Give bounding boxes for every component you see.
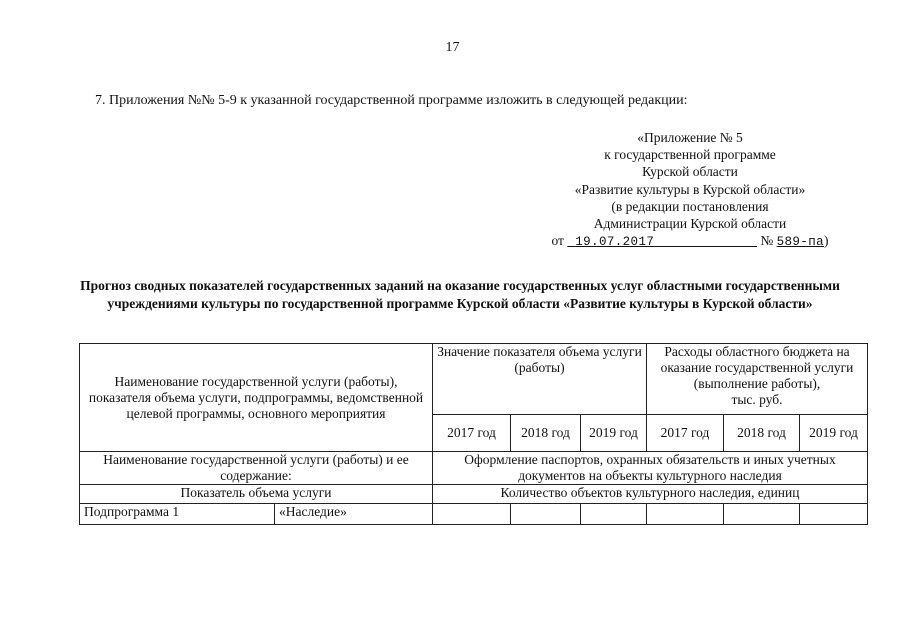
appendix-line: (в редакции постановления (611, 198, 769, 214)
header-expenses-text: Расходы областного бюджета на оказание государственной услуги (выполнение работы), (660, 344, 854, 391)
forecast-table (79, 343, 868, 525)
appendix-line: «Развитие культуры в Курской области» (574, 181, 806, 197)
year-cell: 2018 год (724, 415, 800, 452)
year-cell: 2019 год (581, 415, 647, 452)
header-expenses-unit: тыс. руб. (731, 392, 783, 407)
empty-cell (581, 504, 647, 525)
number-prefix: № (760, 233, 774, 249)
year-cell: 2019 год (800, 415, 868, 452)
empty-cell (647, 504, 724, 525)
page-number: 17 (445, 40, 460, 55)
empty-cell (800, 504, 868, 525)
intro-paragraph: 7. Приложения №№ 5-9 к указанной государственной программе изложить в следующей редакции: (95, 93, 688, 108)
empty-cell (511, 504, 581, 525)
year-cell: 2018 год (511, 415, 581, 452)
year-cell: 2017 год (433, 415, 511, 452)
subprogram-name-cell: «Наследие» (275, 504, 433, 525)
indicator-label-cell: Показатель объема услуги (80, 485, 433, 504)
empty-cell (724, 504, 800, 525)
resolution-date: 19.07.2017 (575, 235, 655, 250)
table-header-row (80, 344, 868, 415)
resolution-number: 589-па (776, 235, 825, 250)
appendix-block (540, 129, 840, 251)
indicator-value-cell: Количество объектов культурного наследия, единиц (433, 485, 868, 504)
service-label-cell: Наименование государственной услуги (работы) и ее содержание: (80, 452, 433, 485)
service-value-cell: Оформление паспортов, охранных обязательств и иных учетных документов на объекты культурного наследия (433, 452, 868, 485)
appendix-line: Курской области (642, 164, 738, 180)
header-name-cell: Наименование государственной услуги (работы), показателя объема услуги, подпрограммы, ведомственной целевой программы, основного мероприятия (80, 344, 433, 452)
resolution-reference (540, 232, 840, 251)
header-expenses-cell (647, 344, 868, 415)
appendix-line: Администрации Курской области (593, 216, 787, 232)
table-row (80, 485, 868, 504)
empty-cell (433, 504, 511, 525)
header-indicator-cell: Значение показателя объема услуги (работы) (433, 344, 647, 415)
table-row (80, 452, 868, 485)
closing-paren: ) (824, 233, 829, 249)
ot-label: от (551, 233, 564, 249)
document-title: Прогноз сводных показателей государственных заданий на оказание государственных услуг областными государственными учреждениями культуры по государственной программе Курской области «Развитие культуры в Курской области» (80, 278, 840, 311)
year-cell: 2017 год (647, 415, 724, 452)
appendix-line: «Приложение № 5 (637, 130, 743, 145)
table-row (80, 504, 868, 525)
appendix-line: к государственной программе (604, 147, 776, 163)
subprogram-label-cell: Подпрограмма 1 (80, 504, 275, 525)
